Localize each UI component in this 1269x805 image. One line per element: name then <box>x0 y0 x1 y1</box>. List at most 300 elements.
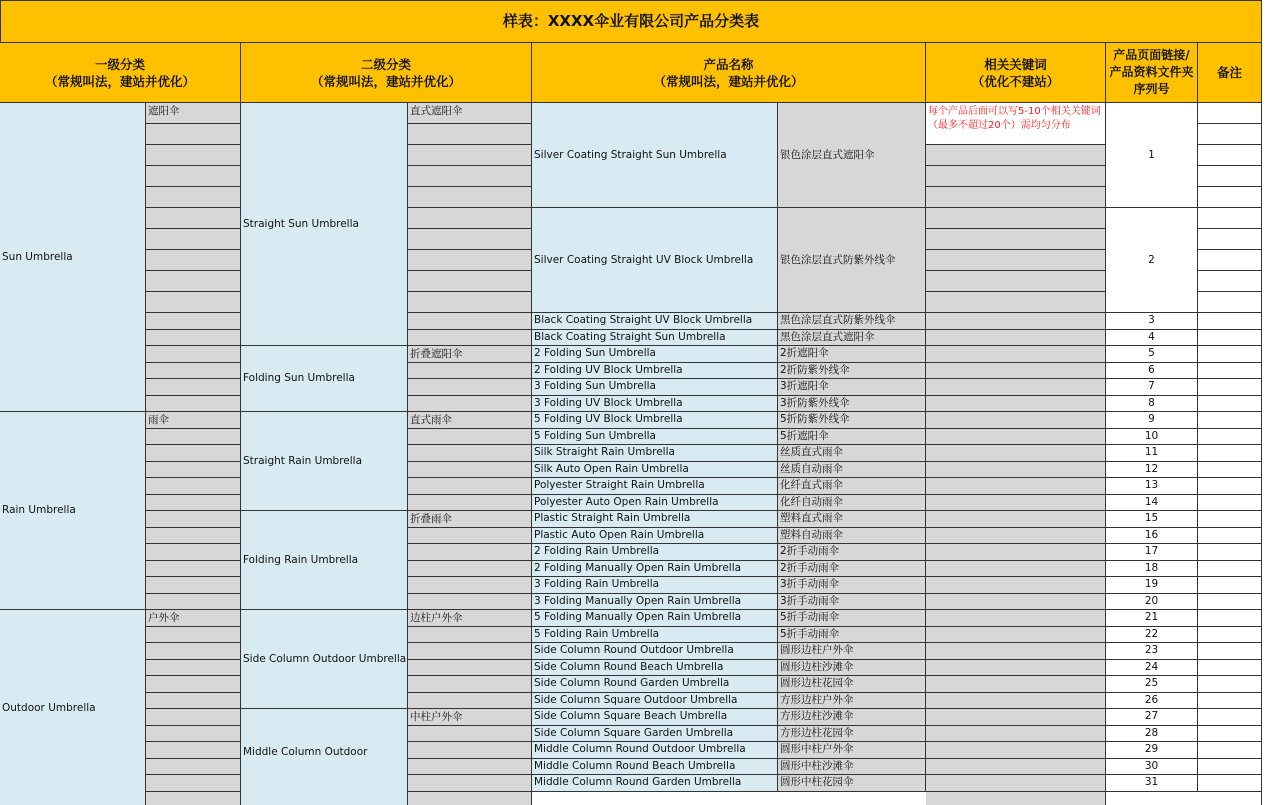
product-serial <box>1106 544 1198 561</box>
product-row[interactable] <box>532 610 778 627</box>
product-cn-name: 圆形边柱花园伞 <box>780 677 854 690</box>
keyword-cell[interactable] <box>926 726 1106 743</box>
product-cn-name: 5折遮阳伞 <box>780 429 829 442</box>
product-cn-cell <box>778 396 926 413</box>
remark-cell[interactable] <box>1198 693 1262 710</box>
product-row[interactable] <box>532 528 778 545</box>
remark-cell[interactable] <box>1198 187 1262 208</box>
header-level2 <box>241 43 532 103</box>
level1-cn-name: 雨伞 <box>148 414 169 426</box>
remark-cell[interactable] <box>1198 775 1262 792</box>
product-row[interactable] <box>532 693 778 710</box>
product-row[interactable] <box>532 396 778 413</box>
product-cn-name: 黑色涂层直式防紫外线伞 <box>780 314 896 327</box>
level1-cn-cell <box>146 166 241 187</box>
product-serial <box>1106 478 1198 495</box>
product-cn-name: 方形边柱花园伞 <box>780 726 854 739</box>
header-keywords <box>926 43 1106 103</box>
keyword-cell[interactable] <box>926 643 1106 660</box>
level1-cn-cell <box>146 726 241 743</box>
level1-cn-cell <box>146 250 241 271</box>
product-row[interactable] <box>532 478 778 495</box>
remark-cell[interactable] <box>1198 229 1262 250</box>
product-en-name: 2 Folding UV Block Umbrella <box>534 363 683 376</box>
level2-name: Folding Sun Umbrella <box>243 372 355 384</box>
product-en-name: Polyester Straight Rain Umbrella <box>534 479 705 492</box>
product-serial <box>1106 610 1198 627</box>
header-level2-line-1: 二级分类 <box>360 56 411 72</box>
level2-cn-cell <box>408 478 532 495</box>
product-row[interactable] <box>532 627 778 644</box>
level2-cn-cell <box>408 511 532 528</box>
level1-cn-cell <box>146 271 241 292</box>
product-en-name: 3 Folding Manually Open Rain Umbrella <box>534 594 742 607</box>
level2-cn-cell <box>408 250 532 271</box>
product-serial-number: 20 <box>1144 594 1159 607</box>
product-en-name: Side Column Square Beach Umbrella <box>534 710 728 723</box>
product-row[interactable] <box>532 594 778 611</box>
product-cn-cell <box>778 676 926 693</box>
level1-cn-cell <box>146 330 241 347</box>
remark-cell[interactable] <box>1198 528 1262 545</box>
product-serial-number: 26 <box>1144 693 1159 706</box>
remark-cell[interactable] <box>1198 610 1262 627</box>
product-cn-cell <box>778 643 926 660</box>
product-cn-cell <box>778 313 926 330</box>
keyword-cell[interactable] <box>926 676 1106 693</box>
product-row[interactable] <box>532 379 778 396</box>
level2-cn-cell <box>408 660 532 677</box>
level1-cn-cell <box>146 577 241 594</box>
product-row[interactable] <box>532 660 778 677</box>
level1-cn-cell <box>146 445 241 462</box>
product-row[interactable] <box>532 775 778 792</box>
remark-cell[interactable] <box>1198 577 1262 594</box>
keyword-note: 每个产品后面可以写5-10个相关关键词（最多不超过20个）需均匀分布 <box>928 106 1101 131</box>
level1-cn-cell <box>146 792 241 805</box>
product-serial <box>1106 363 1198 380</box>
level1-cn-cell <box>146 363 241 380</box>
product-serial <box>1106 561 1198 578</box>
product-serial <box>1106 726 1198 743</box>
product-serial-number: 30 <box>1144 759 1159 772</box>
product-row[interactable] <box>532 495 778 512</box>
product-serial <box>1106 429 1198 446</box>
product-cn-name: 塑料直式雨伞 <box>780 512 843 525</box>
product-serial-number: 4 <box>1148 330 1155 343</box>
header-product-line-1: 产品名称 <box>703 56 754 72</box>
product-cn-cell <box>778 561 926 578</box>
product-en-name: Plastic Straight Rain Umbrella <box>534 512 691 525</box>
keyword-cell[interactable] <box>926 250 1106 271</box>
keyword-cell[interactable] <box>926 759 1106 776</box>
level1-cn-cell <box>146 775 241 792</box>
level2-cn-cell <box>408 594 532 611</box>
product-en-name: Black Coating Straight UV Block Umbrella <box>534 314 753 327</box>
product-serial-number: 11 <box>1144 446 1159 459</box>
product-en-name: Silver Coating Straight Sun Umbrella <box>534 148 727 161</box>
remark-cell[interactable] <box>1198 313 1262 330</box>
product-cn-cell <box>778 693 926 710</box>
level1-cn-name: 户外伞 <box>148 612 180 624</box>
level1-cn-cell <box>146 379 241 396</box>
level2-category <box>241 709 408 805</box>
remark-cell[interactable] <box>1198 726 1262 743</box>
remark-cell[interactable] <box>1198 363 1262 380</box>
keyword-cell[interactable] <box>926 166 1106 187</box>
product-row[interactable] <box>532 208 778 313</box>
keyword-cell[interactable] <box>926 544 1106 561</box>
level2-cn-cell <box>408 145 532 166</box>
level2-cn-cell <box>408 363 532 380</box>
remark-cell[interactable] <box>1198 462 1262 479</box>
product-row[interactable] <box>532 759 778 776</box>
product-serial-number: 5 <box>1148 347 1155 360</box>
remark-cell[interactable] <box>1198 792 1262 805</box>
product-cn-cell <box>778 594 926 611</box>
product-serial-number: 9 <box>1148 413 1155 426</box>
level2-category <box>241 346 408 412</box>
level2-cn-cell <box>408 271 532 292</box>
product-serial-number: 31 <box>1144 776 1159 789</box>
remark-cell[interactable] <box>1198 495 1262 512</box>
product-cn-cell <box>778 478 926 495</box>
header-remark <box>1198 43 1262 103</box>
product-serial <box>1106 208 1198 313</box>
level1-cn-cell <box>146 693 241 710</box>
product-cn-cell <box>778 627 926 644</box>
remark-cell[interactable] <box>1198 346 1262 363</box>
keyword-cell[interactable] <box>926 145 1106 166</box>
product-row[interactable] <box>532 363 778 380</box>
keyword-cell[interactable] <box>926 462 1106 479</box>
level1-cn-cell <box>146 495 241 512</box>
keyword-cell[interactable] <box>926 208 1106 229</box>
product-cn-name: 丝质直式雨伞 <box>780 446 843 459</box>
level2-category <box>241 610 408 709</box>
product-en-name: 5 Folding Sun Umbrella <box>534 429 656 442</box>
product-row[interactable] <box>532 412 778 429</box>
level1-cn-cell <box>146 103 241 124</box>
level2-cn-cell <box>408 292 532 313</box>
product-row[interactable] <box>532 676 778 693</box>
product-row[interactable] <box>532 709 778 726</box>
product-en-name: Silk Straight Rain Umbrella <box>534 446 675 459</box>
product-serial-number: 19 <box>1144 578 1159 591</box>
keyword-cell[interactable] <box>926 412 1106 429</box>
level1-cn-cell <box>146 610 241 627</box>
level2-cn-cell <box>408 330 532 347</box>
keyword-cell[interactable] <box>926 363 1106 380</box>
remark-cell[interactable] <box>1198 627 1262 644</box>
keyword-cell[interactable] <box>926 495 1106 512</box>
product-cn-name: 2折防紫外线伞 <box>780 363 850 376</box>
product-serial-number: 29 <box>1144 743 1159 756</box>
product-cn-cell <box>778 363 926 380</box>
header-link-line-2: 产品资料文件夹 <box>1109 65 1194 79</box>
level1-name: Rain Umbrella <box>2 504 76 516</box>
level2-category <box>241 511 408 610</box>
product-cn-cell <box>778 775 926 792</box>
product-cn-name: 5折防紫外线伞 <box>780 413 850 426</box>
remark-cell[interactable] <box>1198 292 1262 313</box>
product-cn-cell <box>778 528 926 545</box>
product-row[interactable] <box>532 330 778 347</box>
product-cn-cell <box>778 103 926 208</box>
level1-category <box>0 412 146 610</box>
product-en-name: 3 Folding Sun Umbrella <box>534 380 656 393</box>
product-en-name: Silver Coating Straight UV Block Umbrella <box>534 253 754 266</box>
product-cn-name: 化纤直式雨伞 <box>780 479 843 492</box>
level1-cn-cell <box>146 709 241 726</box>
product-en-name: Side Column Round Beach Umbrella <box>534 660 724 673</box>
header-keywords-line-1: 相关关键词 <box>984 56 1047 72</box>
header-level2-line-2: （常规叫法，建站并优化） <box>310 73 461 89</box>
product-cn-name: 圆形中柱沙滩伞 <box>780 759 854 772</box>
level1-cn-cell <box>146 660 241 677</box>
keyword-cell[interactable] <box>926 445 1106 462</box>
keyword-cell[interactable] <box>926 379 1106 396</box>
level2-cn-cell <box>408 528 532 545</box>
header-keywords-line-2: （优化不建站） <box>971 73 1060 89</box>
level1-cn-cell <box>146 594 241 611</box>
product-serial <box>1106 676 1198 693</box>
product-cn-cell <box>778 346 926 363</box>
keyword-cell[interactable] <box>926 271 1106 292</box>
keyword-cell[interactable] <box>926 775 1106 792</box>
product-serial-number: 10 <box>1144 429 1159 442</box>
level2-cn-cell <box>408 792 532 805</box>
remark-cell[interactable] <box>1198 208 1262 229</box>
product-serial <box>1106 742 1198 759</box>
product-cn-cell <box>778 462 926 479</box>
product-cn-cell <box>778 577 926 594</box>
product-en-name: Side Column Square Outdoor Umbrella <box>534 693 738 706</box>
keyword-cell[interactable] <box>926 594 1106 611</box>
level2-cn-cell <box>408 166 532 187</box>
product-row[interactable] <box>532 577 778 594</box>
level2-cn-cell <box>408 610 532 627</box>
keyword-cell[interactable] <box>926 561 1106 578</box>
level1-cn-cell <box>146 742 241 759</box>
level2-cn-cell <box>408 577 532 594</box>
keyword-note-cell[interactable] <box>926 103 1106 145</box>
product-serial <box>1106 759 1198 776</box>
keyword-cell[interactable] <box>926 660 1106 677</box>
product-row[interactable] <box>532 511 778 528</box>
keyword-cell[interactable] <box>926 577 1106 594</box>
product-cn-name: 方形边柱沙滩伞 <box>780 710 854 723</box>
product-cn-name: 2折遮阳伞 <box>780 347 829 360</box>
keyword-cell[interactable] <box>926 292 1106 313</box>
keyword-cell[interactable] <box>926 610 1106 627</box>
level2-cn-name: 直式遮阳伞 <box>410 105 463 117</box>
level2-cn-cell <box>408 643 532 660</box>
product-serial <box>1106 495 1198 512</box>
product-serial <box>1106 511 1198 528</box>
product-cn-cell <box>778 726 926 743</box>
remark-cell[interactable] <box>1198 561 1262 578</box>
product-cn-name: 2折手动雨伞 <box>780 561 840 574</box>
product-serial <box>1106 643 1198 660</box>
header-level1 <box>0 43 241 103</box>
remark-cell[interactable] <box>1198 145 1262 166</box>
product-serial-number: 18 <box>1144 561 1159 574</box>
keyword-cell[interactable] <box>926 742 1106 759</box>
remark-cell[interactable] <box>1198 429 1262 446</box>
level2-cn-cell <box>408 742 532 759</box>
keyword-cell[interactable] <box>926 229 1106 250</box>
product-row[interactable] <box>532 742 778 759</box>
product-row[interactable] <box>532 561 778 578</box>
level2-cn-cell <box>408 693 532 710</box>
product-cn-name: 银色涂层直式防紫外线伞 <box>780 253 896 266</box>
product-serial <box>1106 528 1198 545</box>
remark-cell[interactable] <box>1198 643 1262 660</box>
keyword-cell[interactable] <box>926 330 1106 347</box>
remark-cell[interactable] <box>1198 330 1262 347</box>
level1-name: Outdoor Umbrella <box>2 702 96 714</box>
product-cn-name: 3折防紫外线伞 <box>780 396 850 409</box>
level2-cn-name: 直式雨伞 <box>410 414 452 426</box>
product-serial-number: 24 <box>1144 660 1159 673</box>
product-serial <box>1106 709 1198 726</box>
product-serial-number: 1 <box>1148 148 1155 161</box>
level1-cn-cell <box>146 313 241 330</box>
remark-cell[interactable] <box>1198 759 1262 776</box>
keyword-cell[interactable] <box>926 313 1106 330</box>
product-serial <box>1106 660 1198 677</box>
level2-name: Straight Rain Umbrella <box>243 454 363 467</box>
remark-cell[interactable] <box>1198 166 1262 187</box>
product-serial-number: 7 <box>1148 380 1155 393</box>
keyword-cell[interactable] <box>926 511 1106 528</box>
level1-cn-cell <box>146 229 241 250</box>
level1-cn-cell <box>146 396 241 413</box>
product-cn-name: 3折手动雨伞 <box>780 578 840 591</box>
product-row[interactable] <box>532 544 778 561</box>
product-cn-cell <box>778 379 926 396</box>
remark-cell[interactable] <box>1198 396 1262 413</box>
remark-cell[interactable] <box>1198 379 1262 396</box>
header-remark-label: 备注 <box>1216 65 1242 80</box>
remark-cell[interactable] <box>1198 594 1262 611</box>
product-serial-number: 3 <box>1148 314 1155 327</box>
sheet-title: 样表：XXXX伞业有限公司产品分类表 <box>0 0 1262 43</box>
level1-cn-cell <box>146 412 241 429</box>
level1-cn-cell <box>146 627 241 644</box>
level1-cn-name: 遮阳伞 <box>148 105 180 117</box>
keyword-cell[interactable] <box>926 528 1106 545</box>
level2-cn-cell <box>408 124 532 145</box>
keyword-cell[interactable] <box>926 792 1106 805</box>
product-row[interactable] <box>532 346 778 363</box>
remark-cell[interactable] <box>1198 676 1262 693</box>
product-serial-number: 6 <box>1148 363 1155 376</box>
remark-cell[interactable] <box>1198 660 1262 677</box>
product-cn-cell <box>778 544 926 561</box>
remark-cell[interactable] <box>1198 544 1262 561</box>
remark-cell[interactable] <box>1198 271 1262 292</box>
keyword-cell[interactable] <box>926 478 1106 495</box>
product-serial <box>1106 577 1198 594</box>
product-en-name: Side Column Round Garden Umbrella <box>534 677 730 690</box>
product-row[interactable] <box>532 643 778 660</box>
level2-cn-name: 中柱户外伞 <box>410 711 463 723</box>
product-row[interactable] <box>532 726 778 743</box>
product-row[interactable] <box>532 313 778 330</box>
level2-name: Folding Rain Umbrella <box>243 553 359 566</box>
keyword-cell[interactable] <box>926 187 1106 208</box>
keyword-cell[interactable] <box>926 709 1106 726</box>
level1-cn-cell <box>146 528 241 545</box>
level2-cn-cell <box>408 462 532 479</box>
level1-cn-cell <box>146 561 241 578</box>
product-row[interactable] <box>532 462 778 479</box>
remark-cell[interactable] <box>1198 742 1262 759</box>
product-serial <box>1106 103 1198 208</box>
level2-cn-cell <box>408 429 532 446</box>
remark-cell[interactable] <box>1198 709 1262 726</box>
product-cn-name: 5折手动雨伞 <box>780 611 840 624</box>
remark-cell[interactable] <box>1198 445 1262 462</box>
header-link-line-3: 序列号 <box>1133 82 1170 96</box>
remark-cell[interactable] <box>1198 478 1262 495</box>
product-row[interactable] <box>532 103 778 208</box>
level2-cn-cell <box>408 627 532 644</box>
remark-cell[interactable] <box>1198 250 1262 271</box>
product-cn-name: 黑色涂层直式遮阳伞 <box>780 330 875 343</box>
level2-cn-cell <box>408 544 532 561</box>
product-serial <box>1106 412 1198 429</box>
product-serial-number: 28 <box>1144 726 1159 739</box>
product-serial <box>1106 379 1198 396</box>
product-serial-number: 2 <box>1148 253 1155 266</box>
level1-cn-cell <box>146 346 241 363</box>
remark-cell[interactable] <box>1198 412 1262 429</box>
level1-cn-cell <box>146 643 241 660</box>
level1-cn-cell <box>146 124 241 145</box>
level2-cn-cell <box>408 396 532 413</box>
keyword-cell[interactable] <box>926 346 1106 363</box>
product-serial-number: 13 <box>1144 479 1159 492</box>
level2-name: Side Column Outdoor Umbrella <box>243 652 407 665</box>
keyword-cell[interactable] <box>926 429 1106 446</box>
product-cn-cell <box>778 709 926 726</box>
level2-cn-cell <box>408 775 532 792</box>
product-row[interactable] <box>532 429 778 446</box>
remark-cell[interactable] <box>1198 511 1262 528</box>
header-level1-line-1: 一级分类 <box>94 56 145 72</box>
product-en-name: 5 Folding Rain Umbrella <box>534 627 660 640</box>
keyword-cell[interactable] <box>926 693 1106 710</box>
product-row[interactable] <box>532 445 778 462</box>
level1-cn-cell <box>146 511 241 528</box>
product-en-name: Middle Column Round Garden Umbrella <box>534 776 742 789</box>
keyword-cell[interactable] <box>926 396 1106 413</box>
level2-cn-cell <box>408 313 532 330</box>
keyword-cell[interactable] <box>926 627 1106 644</box>
remark-cell[interactable] <box>1198 103 1262 124</box>
product-serial-number: 16 <box>1144 528 1159 541</box>
remark-cell[interactable] <box>1198 124 1262 145</box>
header-product <box>532 43 926 103</box>
product-cn-cell <box>778 412 926 429</box>
level1-cn-cell <box>146 208 241 229</box>
level2-cn-cell <box>408 187 532 208</box>
level1-cn-cell <box>146 544 241 561</box>
level2-cn-cell <box>408 676 532 693</box>
